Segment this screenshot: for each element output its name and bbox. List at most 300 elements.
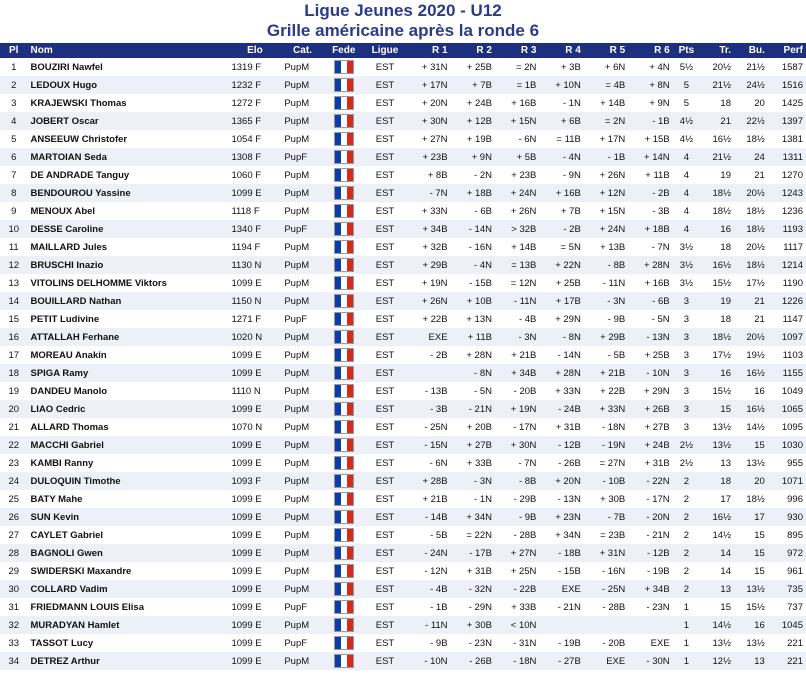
cell-bu: 21 <box>734 292 768 310</box>
column-header-fede: Fede <box>324 43 364 58</box>
cell-bu: 21½ <box>734 58 768 76</box>
cell-ligue: EST <box>364 130 406 148</box>
column-header-r-2: R 2 <box>451 43 495 58</box>
cell-bu: 21 <box>734 166 768 184</box>
cell-r-3: - 29B <box>495 490 539 508</box>
page-subtitle: Grille américaine après la ronde 6 <box>266 21 540 40</box>
cell-bu: 13½ <box>734 454 768 472</box>
cell-r-6: - 10N <box>628 364 672 382</box>
cell-perf: 1147 <box>768 310 806 328</box>
cell-ligue: EST <box>364 94 406 112</box>
cell-nom: ATTALLAH Ferhane <box>28 328 229 346</box>
cell-elo: 1308 F <box>228 148 281 166</box>
cell-elo: 1271 F <box>228 310 281 328</box>
cell-pl: 31 <box>0 598 28 616</box>
cell-r-5: EXE <box>584 652 628 670</box>
cell-tr: 16 <box>700 220 734 238</box>
cell-r-5: - 18N <box>584 418 628 436</box>
cell-r-4: + 7B <box>539 202 583 220</box>
cell-r-5: + 33N <box>584 400 628 418</box>
cell-r-1: + 21B <box>406 490 450 508</box>
table-row <box>0 310 806 328</box>
cell-cat: PupF <box>281 310 323 328</box>
france-flag-icon <box>324 202 364 220</box>
cell-perf: 1397 <box>768 112 806 130</box>
cell-r-4: - 9N <box>539 166 583 184</box>
cell-nom: MURADYAN Hamlet <box>28 616 229 634</box>
cell-r-4: + 25B <box>539 274 583 292</box>
cell-r-4: - 8N <box>539 328 583 346</box>
cell-perf: 1155 <box>768 364 806 382</box>
cell-nom: DETREZ Arthur <box>28 652 229 670</box>
table-row <box>0 472 806 490</box>
cell-r-5: + 17N <box>584 130 628 148</box>
cell-perf: 735 <box>768 580 806 598</box>
cell-r-1: + 19N <box>406 274 450 292</box>
cell-bu: 16½ <box>734 364 768 382</box>
table-row <box>0 274 806 292</box>
cell-cat: PupM <box>281 328 323 346</box>
cell-elo: 1070 N <box>228 418 281 436</box>
cell-perf: 221 <box>768 634 806 652</box>
cell-r-1: EXE <box>406 328 450 346</box>
cell-pl: 7 <box>0 166 28 184</box>
france-flag-icon <box>324 328 364 346</box>
cell-perf: 1095 <box>768 418 806 436</box>
cell-ligue: EST <box>364 148 406 166</box>
cell-r-3: - 8B <box>495 472 539 490</box>
cell-r-1: + 26N <box>406 292 450 310</box>
cell-pts: 3 <box>673 400 701 418</box>
cell-r-3: - 17N <box>495 418 539 436</box>
cell-perf: 996 <box>768 490 806 508</box>
cell-r-5: = 4B <box>584 76 628 94</box>
cell-cat: PupF <box>281 220 323 238</box>
cell-tr: 19 <box>700 292 734 310</box>
cell-r-5: - 16N <box>584 562 628 580</box>
cell-nom: PETIT Ludivine <box>28 310 229 328</box>
cell-perf: 1049 <box>768 382 806 400</box>
cell-elo: 1118 F <box>228 202 281 220</box>
france-flag-icon <box>324 616 364 634</box>
cell-r-3: + 30N <box>495 436 539 454</box>
cell-r-3: - 28B <box>495 526 539 544</box>
cell-nom: LIAO Cedric <box>28 400 229 418</box>
cell-perf: 961 <box>768 562 806 580</box>
cell-r-3: + 34B <box>495 364 539 382</box>
cell-bu: 20 <box>734 94 768 112</box>
france-flag-icon <box>324 166 364 184</box>
cell-r-1: + 8B <box>406 166 450 184</box>
cell-pl: 14 <box>0 292 28 310</box>
france-flag-icon <box>324 310 364 328</box>
cell-r-2: - 29N <box>451 598 495 616</box>
cell-elo: 1099 E <box>228 598 281 616</box>
france-flag-icon <box>324 580 364 598</box>
cell-r-2: + 28N <box>451 346 495 364</box>
cell-r-2: - 2N <box>451 166 495 184</box>
cell-bu: 14½ <box>734 418 768 436</box>
cell-cat: PupM <box>281 400 323 418</box>
table-row <box>0 490 806 508</box>
cell-bu: 16 <box>734 616 768 634</box>
france-flag-icon <box>324 130 364 148</box>
cell-r-6: - 23N <box>628 598 672 616</box>
cell-pl: 13 <box>0 274 28 292</box>
cell-elo: 1365 F <box>228 112 281 130</box>
cell-r-6: - 1B <box>628 112 672 130</box>
cell-r-2: + 12B <box>451 112 495 130</box>
cell-r-4: + 16B <box>539 184 583 202</box>
cell-ligue: EST <box>364 580 406 598</box>
cell-r-6: + 26B <box>628 400 672 418</box>
table-row <box>0 436 806 454</box>
cell-r-5: - 7B <box>584 508 628 526</box>
cell-r-5: + 22B <box>584 382 628 400</box>
table-row <box>0 148 806 166</box>
column-header-ligue: Ligue <box>364 43 406 58</box>
cell-nom: LEDOUX Hugo <box>28 76 229 94</box>
cell-perf: 1226 <box>768 292 806 310</box>
cell-r-6: + 4N <box>628 58 672 76</box>
cell-r-4: + 22N <box>539 256 583 274</box>
cell-pl: 4 <box>0 112 28 130</box>
cell-bu: 18½ <box>734 130 768 148</box>
cell-pts: 2 <box>673 562 701 580</box>
cell-cat: PupM <box>281 652 323 670</box>
france-flag-icon <box>324 238 364 256</box>
cell-r-3: + 15N <box>495 112 539 130</box>
france-flag-icon <box>324 112 364 130</box>
cell-r-5: - 28B <box>584 598 628 616</box>
cell-perf: 1190 <box>768 274 806 292</box>
cell-r-3: - 31N <box>495 634 539 652</box>
cell-r-2: + 24B <box>451 94 495 112</box>
france-flag-icon <box>324 58 364 76</box>
france-flag-icon <box>324 292 364 310</box>
cell-r-2: - 15B <box>451 274 495 292</box>
cell-perf: 1097 <box>768 328 806 346</box>
cell-elo: 1099 E <box>228 184 281 202</box>
table-row <box>0 328 806 346</box>
cell-nom: DULOQUIN Timothe <box>28 472 229 490</box>
cell-perf: 895 <box>768 526 806 544</box>
cell-elo: 1099 E <box>228 526 281 544</box>
cell-r-3: + 24N <box>495 184 539 202</box>
cell-tr: 15 <box>700 400 734 418</box>
column-header-r-3: R 3 <box>495 43 539 58</box>
cell-r-1: - 25N <box>406 418 450 436</box>
cell-r-4: - 18B <box>539 544 583 562</box>
cell-r-6: - 13N <box>628 328 672 346</box>
cell-r-6: + 9N <box>628 94 672 112</box>
cell-cat: PupM <box>281 418 323 436</box>
cell-r-1: - 24N <box>406 544 450 562</box>
cell-elo: 1319 F <box>228 58 281 76</box>
cell-bu: 20½ <box>734 184 768 202</box>
table-row <box>0 652 806 670</box>
cell-pl: 25 <box>0 490 28 508</box>
cell-r-6: - 3B <box>628 202 672 220</box>
france-flag-icon <box>324 94 364 112</box>
cell-r-5 <box>584 616 628 634</box>
cell-r-2: + 18B <box>451 184 495 202</box>
column-header-r-5: R 5 <box>584 43 628 58</box>
cell-nom: DESSE Caroline <box>28 220 229 238</box>
cell-r-1: - 2B <box>406 346 450 364</box>
cell-r-4: - 4N <box>539 148 583 166</box>
cell-elo: 1340 F <box>228 220 281 238</box>
cell-r-6: + 11B <box>628 166 672 184</box>
cell-r-4: + 17B <box>539 292 583 310</box>
cell-perf: 972 <box>768 544 806 562</box>
cell-r-5: - 10B <box>584 472 628 490</box>
cell-r-1: - 10N <box>406 652 450 670</box>
cell-r-1: - 9B <box>406 634 450 652</box>
page-header <box>0 0 806 41</box>
cell-r-4: - 19B <box>539 634 583 652</box>
cell-nom: JOBERT Oscar <box>28 112 229 130</box>
cell-elo: 1020 N <box>228 328 281 346</box>
cell-pts: 5 <box>673 76 701 94</box>
cell-r-1: + 20N <box>406 94 450 112</box>
cell-tr: 13 <box>700 580 734 598</box>
cell-tr: 15½ <box>700 382 734 400</box>
cell-r-2: - 26B <box>451 652 495 670</box>
cell-nom: FRIEDMANN LOUIS Elisa <box>28 598 229 616</box>
cell-ligue: EST <box>364 400 406 418</box>
cell-pts: 3½ <box>673 256 701 274</box>
cell-pl: 6 <box>0 148 28 166</box>
cell-nom: BENDOUROU Yassine <box>28 184 229 202</box>
cell-r-5: + 12N <box>584 184 628 202</box>
cell-r-2: - 8N <box>451 364 495 382</box>
cell-cat: PupM <box>281 382 323 400</box>
france-flag-icon <box>324 400 364 418</box>
cell-bu: 22½ <box>734 112 768 130</box>
cell-tr: 16½ <box>700 256 734 274</box>
table-row <box>0 238 806 256</box>
cell-r-3: - 18N <box>495 652 539 670</box>
cell-elo: 1060 F <box>228 166 281 184</box>
cell-tr: 18½ <box>700 184 734 202</box>
cell-pts: 3½ <box>673 274 701 292</box>
cell-r-5: - 3N <box>584 292 628 310</box>
cell-ligue: EST <box>364 562 406 580</box>
cell-tr: 16½ <box>700 130 734 148</box>
cell-r-6: EXE <box>628 634 672 652</box>
table-row <box>0 76 806 94</box>
cell-r-4: + 23N <box>539 508 583 526</box>
france-flag-icon <box>324 544 364 562</box>
table-body <box>0 58 806 670</box>
cell-pl: 29 <box>0 562 28 580</box>
cell-elo: 1130 N <box>228 256 281 274</box>
table-row <box>0 508 806 526</box>
cell-nom: COLLARD Vadim <box>28 580 229 598</box>
cell-r-4: - 15B <box>539 562 583 580</box>
cell-pts: 2 <box>673 544 701 562</box>
column-header-tr: Tr. <box>700 43 734 58</box>
cell-perf: 1214 <box>768 256 806 274</box>
cell-pl: 10 <box>0 220 28 238</box>
cell-r-1: - 7N <box>406 184 450 202</box>
cell-r-2: + 13N <box>451 310 495 328</box>
cell-r-6: - 12B <box>628 544 672 562</box>
table-row <box>0 58 806 76</box>
cell-r-4: - 24B <box>539 400 583 418</box>
cell-nom: KAMBI Ranny <box>28 454 229 472</box>
cell-nom: BOUILLARD Nathan <box>28 292 229 310</box>
cell-cat: PupM <box>281 526 323 544</box>
cell-pl: 17 <box>0 346 28 364</box>
cell-r-2: - 32N <box>451 580 495 598</box>
cell-pl: 27 <box>0 526 28 544</box>
cell-nom: MARTOIAN Seda <box>28 148 229 166</box>
cell-pl: 24 <box>0 472 28 490</box>
cell-tr: 21 <box>700 112 734 130</box>
cell-r-3: + 27N <box>495 544 539 562</box>
cell-pts: 4 <box>673 166 701 184</box>
france-flag-icon <box>324 418 364 436</box>
cell-tr: 13½ <box>700 418 734 436</box>
cell-r-4: - 1N <box>539 94 583 112</box>
cell-r-5: + 6N <box>584 58 628 76</box>
cell-r-4: = 11B <box>539 130 583 148</box>
cell-tr: 18½ <box>700 328 734 346</box>
cell-pts: 4 <box>673 220 701 238</box>
cell-elo: 1099 E <box>228 508 281 526</box>
cell-r-5: - 9B <box>584 310 628 328</box>
cell-elo: 1099 E <box>228 490 281 508</box>
cell-tr: 18 <box>700 238 734 256</box>
cell-ligue: EST <box>364 310 406 328</box>
france-flag-icon <box>324 346 364 364</box>
cell-bu: 13½ <box>734 634 768 652</box>
cell-r-2: - 5N <box>451 382 495 400</box>
cell-r-5: + 31N <box>584 544 628 562</box>
cell-r-5: + 29B <box>584 328 628 346</box>
cell-cat: PupM <box>281 580 323 598</box>
cell-r-1: + 30N <box>406 112 450 130</box>
cell-cat: PupM <box>281 616 323 634</box>
cell-nom: SPIGA Ramy <box>28 364 229 382</box>
cell-perf: 1103 <box>768 346 806 364</box>
cell-r-3: - 20B <box>495 382 539 400</box>
cell-elo: 1110 N <box>228 382 281 400</box>
cell-r-2: + 20B <box>451 418 495 436</box>
table-row <box>0 418 806 436</box>
cell-r-2: + 11B <box>451 328 495 346</box>
cell-elo: 1099 E <box>228 346 281 364</box>
cell-r-6: + 14N <box>628 148 672 166</box>
cell-r-3: - 9B <box>495 508 539 526</box>
cell-bu: 18½ <box>734 220 768 238</box>
table-row <box>0 400 806 418</box>
france-flag-icon <box>324 634 364 652</box>
cell-perf: 1587 <box>768 58 806 76</box>
cell-cat: PupM <box>281 346 323 364</box>
cell-cat: PupM <box>281 94 323 112</box>
cell-ligue: EST <box>364 508 406 526</box>
cell-cat: PupF <box>281 148 323 166</box>
table-row <box>0 292 806 310</box>
table-row <box>0 382 806 400</box>
cell-ligue: EST <box>364 436 406 454</box>
cell-pts: 4½ <box>673 112 701 130</box>
cell-ligue: EST <box>364 202 406 220</box>
cell-r-4: + 3B <box>539 58 583 76</box>
cell-elo: 1099 E <box>228 364 281 382</box>
cell-pl: 2 <box>0 76 28 94</box>
cell-pl: 3 <box>0 94 28 112</box>
cell-tr: 13½ <box>700 436 734 454</box>
cell-r-6: + 15B <box>628 130 672 148</box>
table-row <box>0 202 806 220</box>
table-row <box>0 94 806 112</box>
cell-r-3: + 33B <box>495 598 539 616</box>
table-row <box>0 256 806 274</box>
cell-ligue: EST <box>364 58 406 76</box>
cell-r-5: + 24N <box>584 220 628 238</box>
cell-perf: 1516 <box>768 76 806 94</box>
cell-nom: CAYLET Gabriel <box>28 526 229 544</box>
cell-elo: 1099 E <box>228 652 281 670</box>
cell-elo: 1099 E <box>228 544 281 562</box>
cell-elo: 1099 E <box>228 400 281 418</box>
cell-r-3: + 14B <box>495 238 539 256</box>
cell-r-1: + 34B <box>406 220 450 238</box>
cell-r-4: - 27B <box>539 652 583 670</box>
cell-pl: 33 <box>0 634 28 652</box>
cell-pl: 18 <box>0 364 28 382</box>
cell-pts: 3 <box>673 310 701 328</box>
cell-bu: 16½ <box>734 400 768 418</box>
cell-nom: ALLARD Thomas <box>28 418 229 436</box>
cell-pl: 11 <box>0 238 28 256</box>
cell-r-6: - 22N <box>628 472 672 490</box>
table-row <box>0 220 806 238</box>
cell-r-2: + 25B <box>451 58 495 76</box>
cell-pl: 9 <box>0 202 28 220</box>
cell-ligue: EST <box>364 346 406 364</box>
cell-r-1: + 27N <box>406 130 450 148</box>
cell-r-2: + 33B <box>451 454 495 472</box>
cell-r-5: - 19N <box>584 436 628 454</box>
cell-tr: 21½ <box>700 76 734 94</box>
cell-elo: 1232 F <box>228 76 281 94</box>
france-flag-icon <box>324 652 364 670</box>
cell-cat: PupM <box>281 472 323 490</box>
cell-ligue: EST <box>364 220 406 238</box>
cell-perf: 221 <box>768 652 806 670</box>
cell-bu: 19½ <box>734 346 768 364</box>
cell-r-6: + 18B <box>628 220 672 238</box>
cell-pts: 3½ <box>673 238 701 256</box>
cell-r-3: < 10N <box>495 616 539 634</box>
table-row <box>0 166 806 184</box>
cell-r-3: - 6N <box>495 130 539 148</box>
cell-elo: 1150 N <box>228 292 281 310</box>
table-row <box>0 598 806 616</box>
cell-ligue: EST <box>364 328 406 346</box>
cell-bu: 17 <box>734 508 768 526</box>
cell-perf: 1065 <box>768 400 806 418</box>
cell-r-5: - 20B <box>584 634 628 652</box>
france-flag-icon <box>324 472 364 490</box>
cell-bu: 20½ <box>734 238 768 256</box>
cell-tr: 13½ <box>700 634 734 652</box>
